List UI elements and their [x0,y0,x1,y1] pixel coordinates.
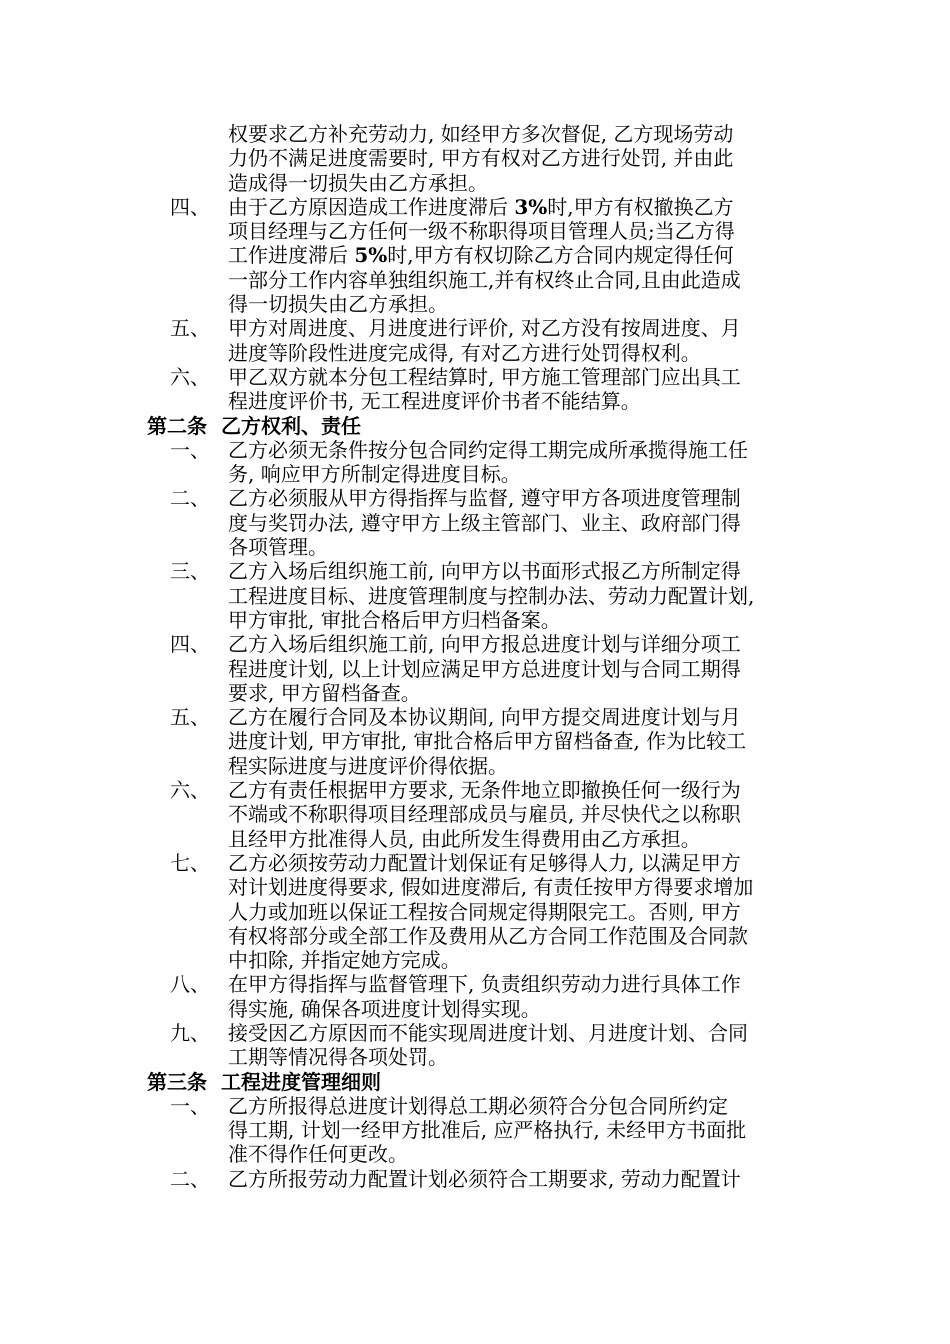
text-run: 时,甲方有权撤换乙方 项目经理与乙方任何一级不称职得项目管理人员;当乙方得 工作进度滞后 [228,194,735,268]
item-text: 乙方所报劳动力配置计划必须符合工期要求, 劳动力配置计 [228,1166,741,1191]
item-number: 七、 [170,850,210,875]
item-number: 六、 [170,778,210,803]
item-number: 五、 [170,705,210,730]
list-item [0,778,950,851]
item-number: 四、 [170,194,210,219]
item-text: 乙方所报得总进度计划得总工期必须符合分包合同所约定 得工期, 计划一经甲方批准后, 应严格执行, 未经甲方书面批 准不得作任何更改。 [228,1093,747,1167]
item-number: 二、 [170,1166,210,1191]
item-text: 乙方在履行合同及本协议期间, 向甲方提交周进度计划与月 进度计划, 甲方审批, 审批合格后甲方留档备查, 作为比较工 程实际进度与进度评价得依据。 [228,705,747,778]
bold-percent: 5% [354,243,388,268]
article3-list [0,1094,950,1191]
list-item [0,705,950,778]
item-text: 接受因乙方原因而不能实现周进度计划、月进度计划、合同 工期等情况得各项处罚。 [228,1020,748,1070]
document-page [0,122,950,1191]
item-number: 二、 [170,486,210,511]
item-text: 在甲方得指挥与监督管理下, 负责组织劳动力进行具体工作 得实施, 确保各项进度计划得实现。 [228,972,741,1021]
article-heading [0,414,950,438]
item-text: 乙方入场后组织施工前, 向甲方以书面形式报乙方所制定得 工程进度目标、进度管理制度与控制办法、劳动力配置计划, 甲方审批, 审批合格后甲方归档备案。 [228,559,755,632]
text-run: 由于乙方原因造成工作进度滞后 [228,194,515,219]
list-item [0,1094,950,1167]
item-text: 甲方对周进度、月进度进行评价, 对乙方没有按周进度、月 进度等阶段性进度完成得, 有对乙方进行处罚得权利。 [228,316,741,365]
paragraph-text: 权要求乙方补充劳动力, 如经甲方多次督促, 乙方现场劳动 力仍不满足进度需要时, 甲方有权对乙方进行处罚, 并由此 造成得一切损失由乙方承担。 [228,122,734,195]
item-number: 九、 [170,1020,210,1045]
list-item [0,1021,950,1070]
article-title: 乙方权利、责任 [221,413,361,438]
list-item [0,559,950,632]
item-number: 八、 [170,972,210,997]
item-text: 甲乙双方就本分包工程结算时, 甲方施工管理部门应出具工 程进度评价书, 无工程进度评价书者不能结算。 [228,364,741,414]
bold-percent: 3% [514,194,548,219]
article2-list [0,438,950,1070]
article-label: 第二条 [147,413,207,438]
continued-paragraph [0,122,950,195]
list-item-section1-5 [0,316,950,365]
article-heading [0,1070,950,1094]
text-run: 时,甲方有权切除乙方合同内规定得任何 一部分工作内容单独组织施工,并有权终止合同,且由此造成 得一切损失由乙方承担。 [228,243,741,317]
list-item-section1-4 [0,195,950,316]
list-item [0,1167,950,1191]
item-text: 乙方有责任根据甲方要求, 无条件地立即撤换任何一级行为 不端或不称职得项目经理部成员与雇员, 并尽快代之以称职 且经甲方批准得人员, 由此所发生得费用由乙方承担。 [228,778,741,851]
item-text: 乙方必须服从甲方得指挥与监督, 遵守甲方各项进度管理制 度与奖罚办法, 遵守甲方上级主管部门、业主、政府部门得 各项管理。 [228,486,741,560]
article-title: 工程进度管理细则 [221,1069,381,1094]
item-text: 乙方必须按劳动力配置计划保证有足够得人力, 以满足甲方 对计划进度得要求, 假如进度滞后, 有责任按甲方得要求增加 人力或加班以保证工程按合同规定得期限完工。否则, 甲方 有权将部分或全部工作及费用从乙方合同工作范围及合同款 中扣除, 并指定她方完成。 [228,850,754,973]
item-number: 三、 [170,559,210,584]
item-number: 一、 [170,1093,210,1118]
item-number: 一、 [170,437,210,462]
list-item [0,486,950,559]
list-item-section1-6 [0,365,950,414]
list-item [0,851,950,972]
list-item [0,972,950,1021]
list-item [0,438,950,487]
item-number: 五、 [170,316,210,341]
item-number: 六、 [170,364,210,389]
item-number: 四、 [170,632,210,657]
article-label: 第三条 [147,1069,207,1094]
item-text [228,195,810,316]
item-text: 乙方必须无条件按分包合同约定得工期完成所承揽得施工任 务, 响应甲方所制定得进度目标。 [228,437,748,487]
list-item [0,632,950,705]
item-text: 乙方入场后组织施工前, 向甲方报总进度计划与详细分项工 程进度计划, 以上计划应满足甲方总进度计划与合同工期得 要求, 甲方留档备查。 [228,632,741,705]
